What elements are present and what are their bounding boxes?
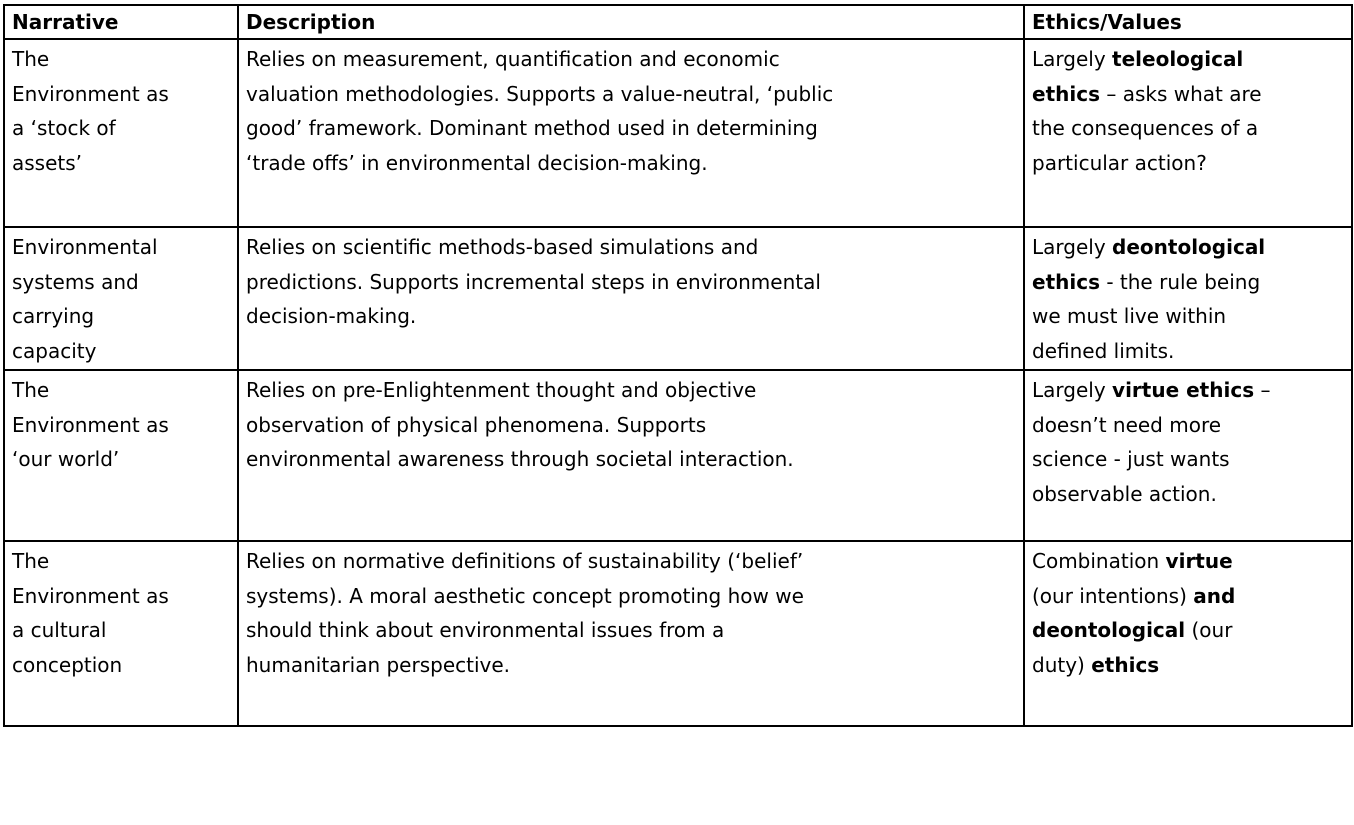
narrative-line: The [12, 47, 50, 71]
ethics-text: - the rule being [1099, 269, 1261, 294]
description-cell [238, 227, 1024, 370]
table-row [4, 39, 1352, 227]
ethics-cell [1024, 541, 1352, 726]
narrative-line: Environment as [12, 81, 169, 106]
ethics-term: deontological [1032, 618, 1186, 642]
ethics-text: Largely [1032, 378, 1113, 402]
ethics-text: – [1254, 378, 1271, 402]
header-ethics: Ethics/Values [1024, 5, 1352, 39]
narrative-cell [4, 227, 238, 370]
ethics-line [1032, 77, 1345, 112]
header-description: Description [238, 5, 1024, 39]
ethics-term: virtue ethics [1112, 378, 1255, 402]
ethics-line: doesn’t need more [1032, 412, 1222, 437]
description-line: environmental awareness through societal interaction. [246, 447, 794, 471]
ethics-line [1032, 265, 1345, 300]
table-row [4, 227, 1352, 370]
narrative-line: ‘our world’ [12, 447, 120, 471]
description-line: Relies on pre-Enlightenment thought and objective [246, 378, 757, 402]
narratives-table [3, 4, 1353, 727]
ethics-line: we must live within [1032, 304, 1227, 328]
narrative-line: The [12, 549, 50, 573]
ethics-text: Combination [1032, 549, 1166, 573]
description-line: should think about environmental issues from a [246, 618, 725, 642]
description-line: humanitarian perspective. [246, 652, 511, 677]
narrative-line: Environment as [12, 583, 169, 608]
description-line: observation of physical phenomena. Supports [246, 412, 707, 437]
narrative-line: Environment as [12, 412, 169, 437]
ethics-term: deontological [1112, 235, 1266, 259]
narrative-line: capacity [12, 338, 97, 363]
table-row [4, 541, 1352, 726]
narrative-line: a ‘stock of [12, 116, 116, 140]
narrative-cell [4, 370, 238, 541]
ethics-line: observable action. [1032, 481, 1217, 506]
narrative-line: conception [12, 652, 123, 677]
ethics-term: and [1193, 583, 1236, 608]
narrative-cell [4, 541, 238, 726]
description-cell [238, 39, 1024, 227]
description-line: systems). A moral aesthetic concept promoting how we [246, 583, 804, 608]
ethics-line [1032, 230, 1345, 265]
description-line: Relies on normative definitions of sustainability (‘belief’ [246, 549, 804, 573]
narrative-line: carrying [12, 304, 95, 328]
table-row [4, 370, 1352, 541]
ethics-term: ethics [1032, 269, 1100, 294]
ethics-term: ethics [1032, 81, 1100, 106]
description-line: predictions. Supports incremental steps in environmental [246, 269, 821, 294]
narrative-line: The [12, 378, 50, 402]
narrative-cell [4, 39, 238, 227]
description-cell [238, 370, 1024, 541]
ethics-text: (our intentions) [1032, 583, 1194, 608]
ethics-text: – asks what are [1099, 81, 1262, 106]
narrative-line: a cultural [12, 618, 107, 642]
ethics-line: science - just wants [1032, 447, 1230, 471]
ethics-term: ethics [1091, 652, 1160, 677]
ethics-line: particular action? [1032, 150, 1207, 175]
ethics-text: (our [1185, 618, 1233, 642]
ethics-line [1032, 42, 1345, 77]
description-line: Relies on scientific methods-based simulations and [246, 235, 759, 259]
description-line: ‘trade offs’ in environmental decision-making. [246, 150, 708, 175]
description-line: good’ framework. Dominant method used in determining [246, 116, 818, 140]
ethics-term: virtue [1165, 549, 1233, 573]
narrative-line: Environmental [12, 235, 158, 259]
ethics-cell [1024, 370, 1352, 541]
narrative-line: systems and [12, 269, 139, 294]
ethics-line: the consequences of a [1032, 116, 1259, 140]
ethics-text: duty) [1032, 652, 1092, 677]
description-line: decision-making. [246, 304, 417, 328]
header-row [4, 5, 1352, 39]
description-line: valuation methodologies. Supports a value-neutral, ‘public [246, 81, 834, 106]
description-cell [238, 541, 1024, 726]
ethics-cell [1024, 227, 1352, 370]
ethics-line [1032, 613, 1345, 648]
ethics-text: Largely [1032, 47, 1113, 71]
ethics-line [1032, 544, 1345, 579]
description-line: Relies on measurement, quantification and economic [246, 47, 780, 71]
ethics-line [1032, 579, 1345, 614]
ethics-line [1032, 373, 1345, 408]
ethics-line: defined limits. [1032, 338, 1175, 363]
ethics-term: teleological [1112, 47, 1244, 71]
narrative-line: assets’ [12, 150, 83, 175]
ethics-cell [1024, 39, 1352, 227]
ethics-line [1032, 648, 1345, 683]
ethics-text: Largely [1032, 235, 1113, 259]
header-narrative: Narrative [4, 5, 238, 39]
